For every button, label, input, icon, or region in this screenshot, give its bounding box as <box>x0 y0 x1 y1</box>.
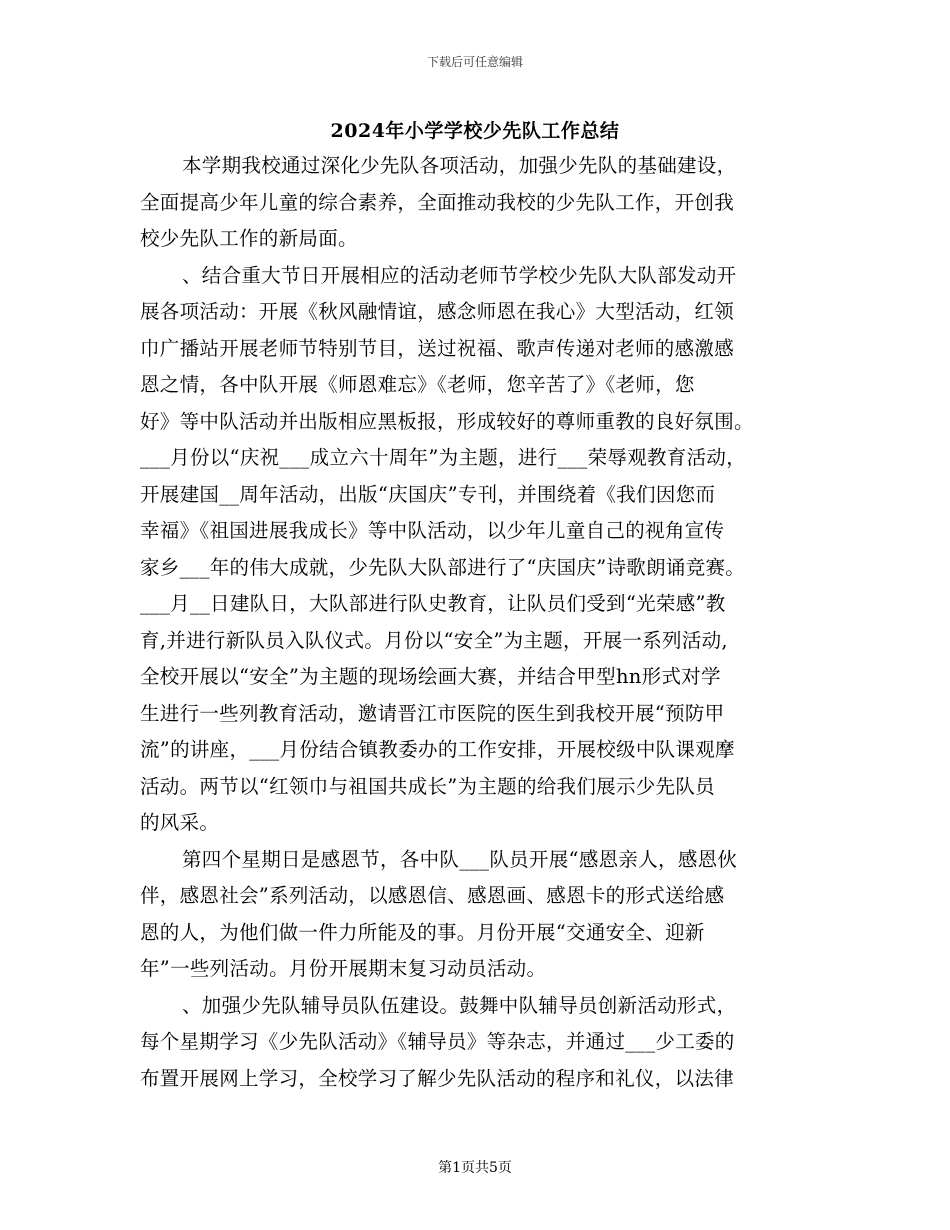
paragraph-line: 幸福》《祖国进展我成长》等中队活动，以少年儿童自己的视角宣传 <box>140 519 725 542</box>
paragraph-line: 好》等中队活动并出版相应黑板报，形成较好的尊师重教的良好氛围。 <box>140 409 754 433</box>
paragraph-line: 生进行一些列教育活动，邀请晋江市医院的医生到我校开展“预防甲 <box>140 701 725 725</box>
page-header-note: 下载后可任意编辑 <box>426 55 523 69</box>
page-number: 第1页共5页 <box>438 1160 512 1176</box>
paragraph-line: 的风采。 <box>140 811 220 834</box>
paragraph-line: 育,并进行新队员入队仪式。月份以“安全”为主题，开展一系列活动, <box>140 628 728 652</box>
paragraph-line: 、加强少先队辅导员队伍建设。鼓舞中队辅导员创新活动形式， <box>182 993 737 1017</box>
paragraph-line: 巾广播站开展老师节特别节目，送过祝福、歌声传递对老师的感激感 <box>140 336 735 360</box>
paragraph-line: 伴，感恩社会”系列活动，以感恩信、感恩画、感恩卡的形式送给感 <box>140 884 725 907</box>
paragraph-line: ___月份以“庆祝___成立六十周年”为主题，进行___荣辱观教育活动， <box>140 446 746 469</box>
paragraph-line: 、结合重大节日开展相应的活动老师节学校少先队大队部发动开 <box>182 263 737 287</box>
document-title: 2024年小学学校少先队工作总结 <box>330 120 620 142</box>
paragraph-line: 全面提高少年儿童的综合素养，全面推动我校的少先队工作，开创我 <box>140 190 735 214</box>
paragraph-line: 年”一些列活动。月份开展期末复习动员活动。 <box>140 957 547 980</box>
paragraph-line: 活动。两节以“红领巾与祖国共成长”为主题的给我们展示少先队员 <box>140 774 715 798</box>
document-body <box>140 148 830 1097</box>
paragraph-line: 恩之情，各中队开展《师恩难忘》《老师，您辛苦了》《老师，您 <box>140 373 695 396</box>
paragraph-line: ___月__日建队日，大队部进行队史教育，让队员们受到“光荣感”教 <box>140 592 726 615</box>
paragraph-line: 开展建国__周年活动，出版“庆国庆”专刊，并围绕着《我们因您而 <box>140 482 716 506</box>
paragraph-line: 展各项活动：开展《秋风融情谊，感念师恩在我心》大型活动，红领 <box>140 300 735 323</box>
paragraph-line: 校少先队工作的新局面。 <box>140 227 358 250</box>
paragraph-line: 全校开展以“安全”为主题的现场绘画大赛，并结合甲型hn形式对学 <box>140 665 721 688</box>
paragraph-line: 每个星期学习《少先队活动》《辅导员》等杂志，并通过___少工委的 <box>140 1030 735 1053</box>
paragraph-line: 流”的讲座，___月份结合镇教委办的工作安排，开展校级中队课观摩 <box>140 738 735 761</box>
paragraph-line: 恩的人，为他们做一件力所能及的事。月份开展“交通安全、迎新 <box>140 920 705 944</box>
paragraph-line: 布置开展网上学习，全校学习了解少先队活动的程序和礼仪，以法律 <box>140 1066 735 1090</box>
paragraph-line: 家乡___年的伟大成就，少先队大队部进行了“庆国庆”诗歌朗诵竞赛。 <box>140 555 746 579</box>
paragraph-line: 本学期我校通过深化少先队各项活动，加强少先队的基础建设， <box>182 154 737 177</box>
paragraph-line: 第四个星期日是感恩节，各中队___队员开展“感恩亲人，感恩伙 <box>182 847 738 871</box>
